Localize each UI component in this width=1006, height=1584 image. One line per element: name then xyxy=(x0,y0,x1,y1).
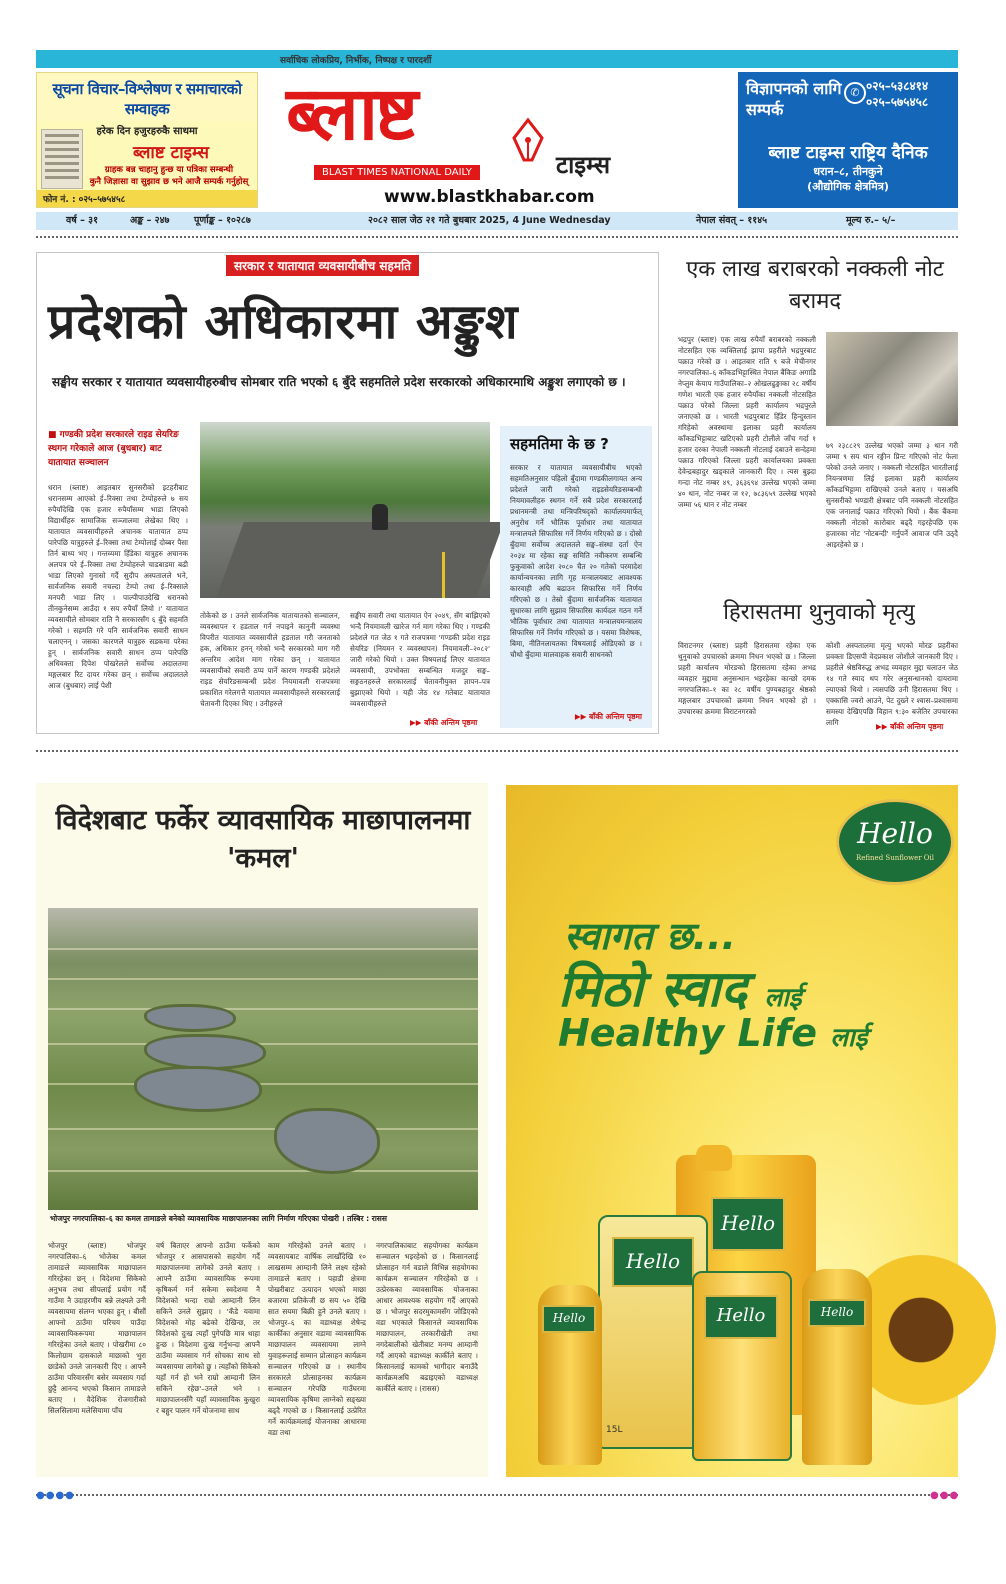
agreement-sidebar xyxy=(500,426,652,728)
advertising-phone-1: ०२५–५३८४१४ xyxy=(866,79,929,93)
pond-shape xyxy=(144,1004,236,1032)
oil-bottle-right-label: Hello xyxy=(808,1299,866,1327)
fake-notes-column-1: भद्रपुर (ब्लाष्ट) एक लाख रुपैयाँ बराबरको नक्कली नोटसहित एक व्यक्तिलाई झापा प्रहरीले भद्रपुरबाट पक्राउ गरेको छ । आइतबार राति ९ बजे मेचीनगर नगरपालिका–६ काँकडभिट्टास्थित नेपाल बैंकिङ अगाडि नेप्लुम केयाप गाउँपालिका–२ ओखलढुङ्गाका २८ वर्षीय गणेश भारती एक हजार रुपैयाँका नक्कली नोटसहित पक्राउ परेको जिल्ला प्रहरी कार्यालय भद्रपुरले जनाएको छ । भारती भद्रपुरबाट हिँडेर हिन्दुस्तान गरिहेको अवस्थामा इलाका प्रहरी कार्यालय काँकडभिट्टाबाट खटिएको प्रहरी टोलीले जाँच गर्दा १ हजार दरका नेपाली नक्कली नोटलाई दबाउने सन्देहमा पक्राउ गरिएको जिल्ला प्रहरी कार्यालयका प्रवक्ता देवेन्द्रबहादुर खड्काले जानकारी दिए । त्यस बुझ्दा गन्दा नोट नम्बर ४९, ३६३६९४ उल्लेख भएको जम्मा ४० थान, नोट नम्बर ज १२, ७८३६५९ उल्लेख भएको जम्मा ५६ थान र नोट नम्बर xyxy=(678,335,816,509)
issue-number: अङ्क – २४७ xyxy=(130,215,170,226)
feature-photo-caption: भोजपुर नगरपालिका–६ का कमल तामाङले बनेको व्यावसायिक माछापालनका लागि निर्माण गरिएका पोखरी । तस्बिर : रासस xyxy=(50,1214,387,1223)
masthead-english-name: BLAST TIMES NATIONAL DAILY xyxy=(314,165,480,180)
section-divider xyxy=(36,750,958,752)
lead-story-bullet: ■ गण्डकी प्रदेश सरकारले राइड सेयरिङ स्थगन गरेकाले आज (बुधबार) बाट यातायात सञ्चालन xyxy=(48,430,179,468)
jerrycan-handle-shape xyxy=(696,1145,732,1171)
lead-story-column-2: तोकेको छ । उनले सार्वजनिक यातायातको सञ्चालन, व्यवस्थापन र हडताल गर्न नपाइने कानुनी व्यवस्था विपरीत यातायात व्यवसायीले हडताल गरी जनताको हक, अधिकार हनन् गरेको भन्दै सरकारको माग गरी अन्तरिम आदेश माग गरेका छन् । यातायात व्यवसायीको सवारी ठप्प पार्ने कारण गण्डकी प्रदेशले राइड सेयरिङसम्बन्धी प्रदेश नियमावली राजपत्रमा प्रकाशित गरेलगत्तै यातायात व्यवसायीहरुले सरकारलाई चेतावनी दिएका थिए । उनीहरुले xyxy=(200,611,340,708)
issue-price: मूल्य रु.– ५/– xyxy=(846,215,896,226)
issue-date: २०८२ साल जेठ २१ गते बुधबार 2025, 4 June Wednesday xyxy=(368,215,611,226)
print-registration-mark: ●●● xyxy=(930,1490,960,1501)
ad-line-taste-suffix: लाई xyxy=(764,983,802,1013)
advertising-contact-box[interactable] xyxy=(738,72,958,208)
advertising-phone-2: ०२५–५७५४५८ xyxy=(866,95,929,109)
pond-shape xyxy=(144,1034,266,1070)
oil-bottle-left-label: Hello xyxy=(542,1305,596,1333)
paper-address-line2: (औद्योगिक क्षेत्रमित्र) xyxy=(807,180,889,193)
paper-address-line1: धरान–८, तीनकुने xyxy=(813,165,883,178)
agreement-sidebar-title: सहमतिमा के छ ? xyxy=(510,435,609,453)
subscription-ad-brand: ब्लाष्ट टाइम्स xyxy=(132,143,209,163)
motorcycle-rider-shape xyxy=(372,504,388,530)
issue-year: वर्ष – ३१ xyxy=(66,215,99,226)
custody-death-continued[interactable]: ▶▶ बाँकी अन्तिम पृष्ठमा xyxy=(876,722,944,731)
fish-pond-photo xyxy=(48,908,478,1210)
fake-notes-column-2: ७९ २३८८२९ उल्लेख भएको जम्मा ३ थान गरी जम्मा ९ सय थान रङ्गीन प्रिन्ट गरिएको नोट फेला परेको उनले जनाए । नक्कली नोटसहित भारतीलाई नियन्त्रणमा लिई इलाका प्रहरी कार्यालय काँकडभिट्टामा राखिएको उनले बताए । यसअघि सुनसरीको भण्डारी क्षेत्रबाट पनि नक्कली नोटसहित एक जनालाई पक्राउ गरिएको थियो । बैंक बैंकमा नक्कली नोटको कारोबार बढ्दै गइरहेपछि एक हजारका नोट 'नोटबन्दी' गर्नुपर्ने आवाज पनि उठ्दै आइरहेको छ । xyxy=(826,441,958,549)
fake-notes-photo xyxy=(826,332,958,426)
feature-headline[interactable]: विदेशबाट फर्केर व्यावसायिक माछापालनमा 'कमल' xyxy=(55,805,471,874)
lead-story-standfirst: सङ्घीय सरकार र यातायात व्यवसायीहरुबीच सोमबार राति भएको ६ बुँदे सहमतिले प्रदेश सरकारको अधिकारमाथि अङ्कुश लगाएको छ । xyxy=(52,375,626,389)
pond-shape xyxy=(274,1108,380,1174)
ad-line-healthy-main: Healthy Life xyxy=(558,1011,818,1055)
road-marking-shape xyxy=(442,552,445,598)
road-shape xyxy=(216,522,504,598)
newspaper-thumbnail-icon xyxy=(41,129,83,189)
feature-column-1: भोजपुर (ब्लाष्ट) भोजपुर नगरपालिका–६ भोजेका कमल तामाङले व्यावसायिक माछापालन गरिरहेका छन् । विदेशमा सिकेको अनुभव तथा सीपलाई प्रयोग गर्दै गाउँमा नै उदाहरणीय बन्ने लक्ष्यले उनी व्यवसायमा संलग्न भएका हुन् । बीसौं आफ्नो ठाउँमा परिचय पाउँदा व्यावसायिकरूपमा माछापालन गरिरहेका उनले बताए । पोखरीमा ८० किलोग्राम दासकाले माछाको भुरा छाडेको उनले जानकारी दिए । आफ्नै ठाउँमा परिवारसँग बसेर व्यवसाय गर्दा छुट्टै आनन्द भएको किसान तामाङले बताए । वैदेशिक रोजगारीको सिलसिलामा मलेसियामा पाँच xyxy=(48,1241,146,1415)
lead-story-column-1: धरान (ब्लाष्ट) आइतबार सुनसरीको इटहरीबाट धरानसम्म आएको ई–रिक्सा तथा टेम्पोहरुले ७ सय रुपैयाँदेखि एक हजार रुपैयाँसम्म भाडा लिएको विद्यार्थीहरु सामाजिक सञ्जालमा लेखेका थिए । यातायात व्यवसायीहरुले अचानक यातायात ठप्प पारेपछि यात्रुहरुले ई–रिक्सा तथा टेम्पोलाई दोब्बर पैसा तिर्न बाध्य भए । गन्तव्यमा हिँडेका यात्रुहरु अचानक अलपत्र परे ई–रिक्सा तथा टेम्पोहरुले चाडबाडमा बढी भाडा लिएको गुनासो गर्दै सुदीप अस्पतालले भने, सार्वजनिक सवारी नचल्दा टेम्पो तथा ई–रिक्साले मनपरी भाडा लिए । पाल्पीपाउदेखि धरानको तीनकुनेसम्म आउँदा १ सय रुपैयाँ लियो ।' यातायात व्यवसायीले सोमबार राति नै सरकारसँग ६ बुँदे सहमति गरेको । सहमति गरे पनि सार्वजनिक सवारी साधन चलाएनन् । जसका कारणले यात्रुहरु सडकमा परेका हुन् । सार्वजनिक सवारी साधन ठप्प पारेपछि अधिवक्ता दिपेश पोखरेलले सर्वोच्च अदालतमा मङ्गलबार रिट दायर गरेका छन् । सर्वोच्च अदालतले आज (बुधबार) लाई पेशी xyxy=(48,483,188,690)
issue-total: पूर्णाङ्क – १०२८७ xyxy=(194,215,251,226)
fake-notes-headline[interactable]: एक लाख बराबरको नक्कली नोट बरामद xyxy=(686,257,944,314)
jerrycan-label: Hello xyxy=(711,1197,785,1251)
lead-story-headline[interactable]: प्रदेशको अधिकारमा अङ्कुश xyxy=(48,294,519,350)
lead-story-photo xyxy=(200,422,490,598)
paper-address xyxy=(744,164,952,194)
print-registration-mark: ●●●● xyxy=(36,1490,75,1501)
nepal-samvat: नेपाल संवत् – ११४५ xyxy=(696,215,768,226)
custody-death-column-1: विराटनगर (ब्लाष्ट) प्रहरी हिरासतमा रहेका एक थुनुवाको उपचारको क्रममा निधन भएको छ । जिल्ला प्रहरी कार्यालय मोरङको हिरासतमा रहेका अभद्र व्यवहार मुद्दामा अनुसन्धान भइरहेका कान्छो दमक नगरपालिका–१ का २८ वर्षीय पुण्यबहादुर श्रेष्ठको मङ्गलबार उपचारको क्रममा निधन भएको हो । उपचारका क्रममा विराटनगरको xyxy=(678,641,816,716)
advertising-phones xyxy=(866,78,928,110)
advertising-contact-heading: विज्ञापनको लागि सम्पर्क xyxy=(746,79,842,119)
feature-column-4: नगरपालिकाबाट सहयोगका कार्यक्रम सञ्चालन भइरहेको छ । किसानलाई प्रोत्साहन गर्न वडाले विभिन्न सहयोगका कार्यक्रम सञ्चालन गरिरहेको छ । उत्प्रेरकका व्यावसायिक योजनाका आधार आवश्यक सहयोग गर्दै आएको छ । भोजपुर सदरमुकामसँग जोडिएको वडा भएकाले किसानले व्यावसायिक माछापालन, तरकारीखेती तथा नगदेबालीको खेतीबाट मनग्य आम्दानी गर्दै आएको वडाध्यक्ष कार्कीले बताए । किसानलाई कामको भागीदार बनाउँदै कार्यक्रमअघि बढाइएको वडाध्यक्ष कार्कीले बताए । (रासस) xyxy=(376,1241,478,1393)
ad-line-healthy xyxy=(558,1011,867,1055)
subscription-ad-phone: फोन नं. : ०२५–५७५४५८ xyxy=(37,190,257,207)
masthead-title: ब्लाष्ट xyxy=(286,71,416,157)
pen-nib-icon xyxy=(508,118,548,162)
oil-tin-label: Hello xyxy=(612,1237,694,1287)
lead-story-column-3: सङ्घीय सवारी तथा यातायात ऐन २०४९, सँग बाझिएको भन्दै नियमावली खारेज गर्न माग गरेका थिए । गण्डकी प्रदेशले गत जेठ १ गते राजपत्रमा 'गण्डकी प्रदेश राइड सेयरिङ (नियमन र व्यवस्थापन) नियमावली–२०८२' जारी गरेको थियो । उक्त विषयलाई लिएर यातायात व्यवसायी, उपभोक्ता सम्बन्धित मजदुर सङ्घ–सङ्गठनहरुले सरकारलाई चेतावनीयुक्त ज्ञापन–पत्र बुझाएको थियो । यही जेठ १४ गतेबाट यातायात व्यवसायीहरुले xyxy=(350,611,490,708)
paper-name: ब्लाष्ट टाइम्स राष्ट्रिय दैनिक xyxy=(768,143,928,163)
ad-line-taste-main: मिठो स्वाद xyxy=(558,960,748,1018)
masthead-tagline: सर्वाधिक लोकप्रिय, निर्भीक, निष्पक्ष र पारदर्शी xyxy=(280,56,432,66)
issue-info-bar xyxy=(36,212,958,230)
subscription-ad[interactable] xyxy=(36,72,258,208)
feature-column-2: वर्ष बिताएर आफ्नो ठाउँमा फर्केको भोजपुर र आसपासको सहयोग गर्दै माछापालनमा लागेको उनले बताए । आफ्नै ठाउँमा व्यावसायिक रूपमा कृषिकर्म गर्न सकेमा स्वदेशमा नै विदेशको भन्दा राम्रो आम्दानी लिन सकिने उनले सुझाए । 'कँडे यवामा विदेशको मोह बढेको देखिन्छ, तर विदेशको दुःख त्यहाँ पुगेपछि मात्र थाहा हुन्छ । विदेशमा दुःख गर्नुभन्दा आफ्नै ठाउँमा व्यवसाय गर्न सोचका साथ सो व्यवसायमा लागेको छु । त्यहाँको सिकेको यहाँ गर्न हो भने राम्रो आम्दानी लिन सकिने रहेछ'–उनले भने । माछापालनसँगै यहाँ व्यावसायिक कुखुरा र बङ्गुर पालन गर्ने योजनामा साथ xyxy=(156,1241,260,1415)
hello-oil-advertisement[interactable] xyxy=(506,785,958,1477)
agreement-sidebar-continued[interactable]: ▶▶ बाँकी अन्तिम पृष्ठमा xyxy=(574,712,642,721)
oil-pouch-label: Hello xyxy=(704,1295,778,1339)
custody-death-column-2: कोशी अस्पतालमा मृत्यु भएको मोरङ प्रहरीका प्रवक्ता डिएसपी वेदप्रकाश जोशीले जानकारी दिए । प्रहरीले श्रेष्ठविरुद्ध अभद्र व्यवहार मुद्दा चलाउन जेठ १४ गते स्याद थप गरेर अनुसन्धानको दायरामा ल्याएको थियो । त्यसपछि उनी हिरासतमा थिए । एक्कासि ज्वरो आउने, पेट दुख्ने र श्वास–प्रश्वासमा समस्या देखिएपछि विहान ९:३० बजेतिर उपचारका लागि xyxy=(826,641,958,727)
subscription-ad-line2: ग्राहक बन्न चाहानु हुन्छ या पत्रिका सम्बन्धी xyxy=(104,165,234,175)
hello-brand-logo xyxy=(836,799,954,885)
subscription-ad-line1: हरेक दिन हजुरहरुकै साथमा xyxy=(96,126,198,137)
subscription-ad-line3: कुनै जिज्ञासा वा सुझाव छ भने आजै सम्पर्क गर्नुहोस् xyxy=(89,177,249,187)
masthead-url[interactable]: www.blastkhabar.com xyxy=(384,187,595,207)
phone-icon: ✆ xyxy=(844,82,866,104)
lead-story-kicker: सरकार र यातायात व्यवसायीबीच सहमति xyxy=(226,255,419,276)
lead-story-continued[interactable]: ▶▶ बाँकी अन्तिम पृष्ठमा xyxy=(410,718,478,727)
hello-brand-subtitle: Refined Sunflower Oil xyxy=(855,854,935,862)
ad-line-welcome: स्वागत छ... xyxy=(564,914,736,958)
masthead-subtitle: टाइम्स xyxy=(556,151,611,179)
hello-brand-name: Hello xyxy=(857,817,933,850)
pond-shape xyxy=(134,1066,262,1112)
custody-death-headline[interactable]: हिरासतमा थुनुवाको मृत्यु xyxy=(723,600,915,625)
subscription-ad-heading: सूचना विचार–विश्लेषण र समाचारको सम्वाहक xyxy=(37,73,257,121)
oil-tin-volume: 15L xyxy=(606,1425,623,1435)
feature-column-3: काम गरिरहेको उनले बताए । व्यवसायबाट वार्षिक लाखौँदेखि १० लाखसम्म आम्दानी लिने लक्ष्य रहेको तामाङले बताए । पहाडी क्षेत्रमा पोखरीबाट उत्पादन भएको माछा बजारमा प्रतिकेजी छ सय ५० देखि सात सयमा बिक्री हुने उनले बताए । भोजपुर–६ का वडाध्यक्ष शेषेन्द्र कार्कीका अनुसार वडामा व्यावसायिक माछापालन व्यवसायमा लाग्ने युवाहरूलाई सम्मान प्रोत्साहन कार्यक्रम सञ्चालन गरिएको छ । स्थानीय सरकारले प्रोत्साहनका कार्यक्रम सञ्चालन गरेपछि गाउँघरमा व्यावसायिक कृषिमा लाग्नेको सङ्ख्या बढ्दै गएको छ । किसानलाई उत्प्रेरित गर्ने कार्यक्रमलाई योजनाका आधारमा वडा तथा xyxy=(268,1241,366,1437)
footer-divider xyxy=(36,1494,958,1496)
agreement-sidebar-body: सरकार र यातायात व्यवसायीबीच भएको सहमतिअनुसार पहिलो बुँदामा गण्डकीलगायत अन्य प्रदेशले जारी गरेको राइडसेयरिङसम्बन्धी नियमावलीहरु स्थगन गर्ने सबै प्रदेश सरकारलाई प्रधानमन्त्री तथा मन्त्रिपरिषद्को कार्यालयमार्फत् अनुरोध गर्ने भौतिक पूर्वाधार तथा यातायात मन्त्रालयले सिफारिस गर्ने निर्णय गरिएको छ । दोस्रो बुँदामा सर्वोच्च अदालतले सङ्घ–संस्था दर्ता ऐन २०३४ मा रहेका सङ्घ समिति नवीकरण सम्बन्धि फुकुवाको आदेश २०८० चैत २० गतेको परमादेश कार्यान्वयनका लागि गृह मन्त्रालयबाट आवश्यक कारवाही अघि बढाउन सिफारिस गर्ने निर्णय गरिएको छ । तेस्रो बुँदामा सार्वजनिक यातायात सुधारका लागि सुझाव सिफारिस कार्यदल गठन गर्ने भौतिक पूर्वाधार तथा यातायात मन्त्रालयमन्त्रालय सिफारिस गर्ने निर्णय गरिएको छ । यसमा विशेषक, बिमा, नीतिनलायतका विषयलाई ओडिएको छ । चौथो बुँदामा मालवाहक सवारी साधनको xyxy=(510,463,642,659)
top-color-strip xyxy=(36,50,958,68)
header-divider xyxy=(36,236,958,238)
ad-line-healthy-suffix: लाई xyxy=(830,1023,868,1053)
